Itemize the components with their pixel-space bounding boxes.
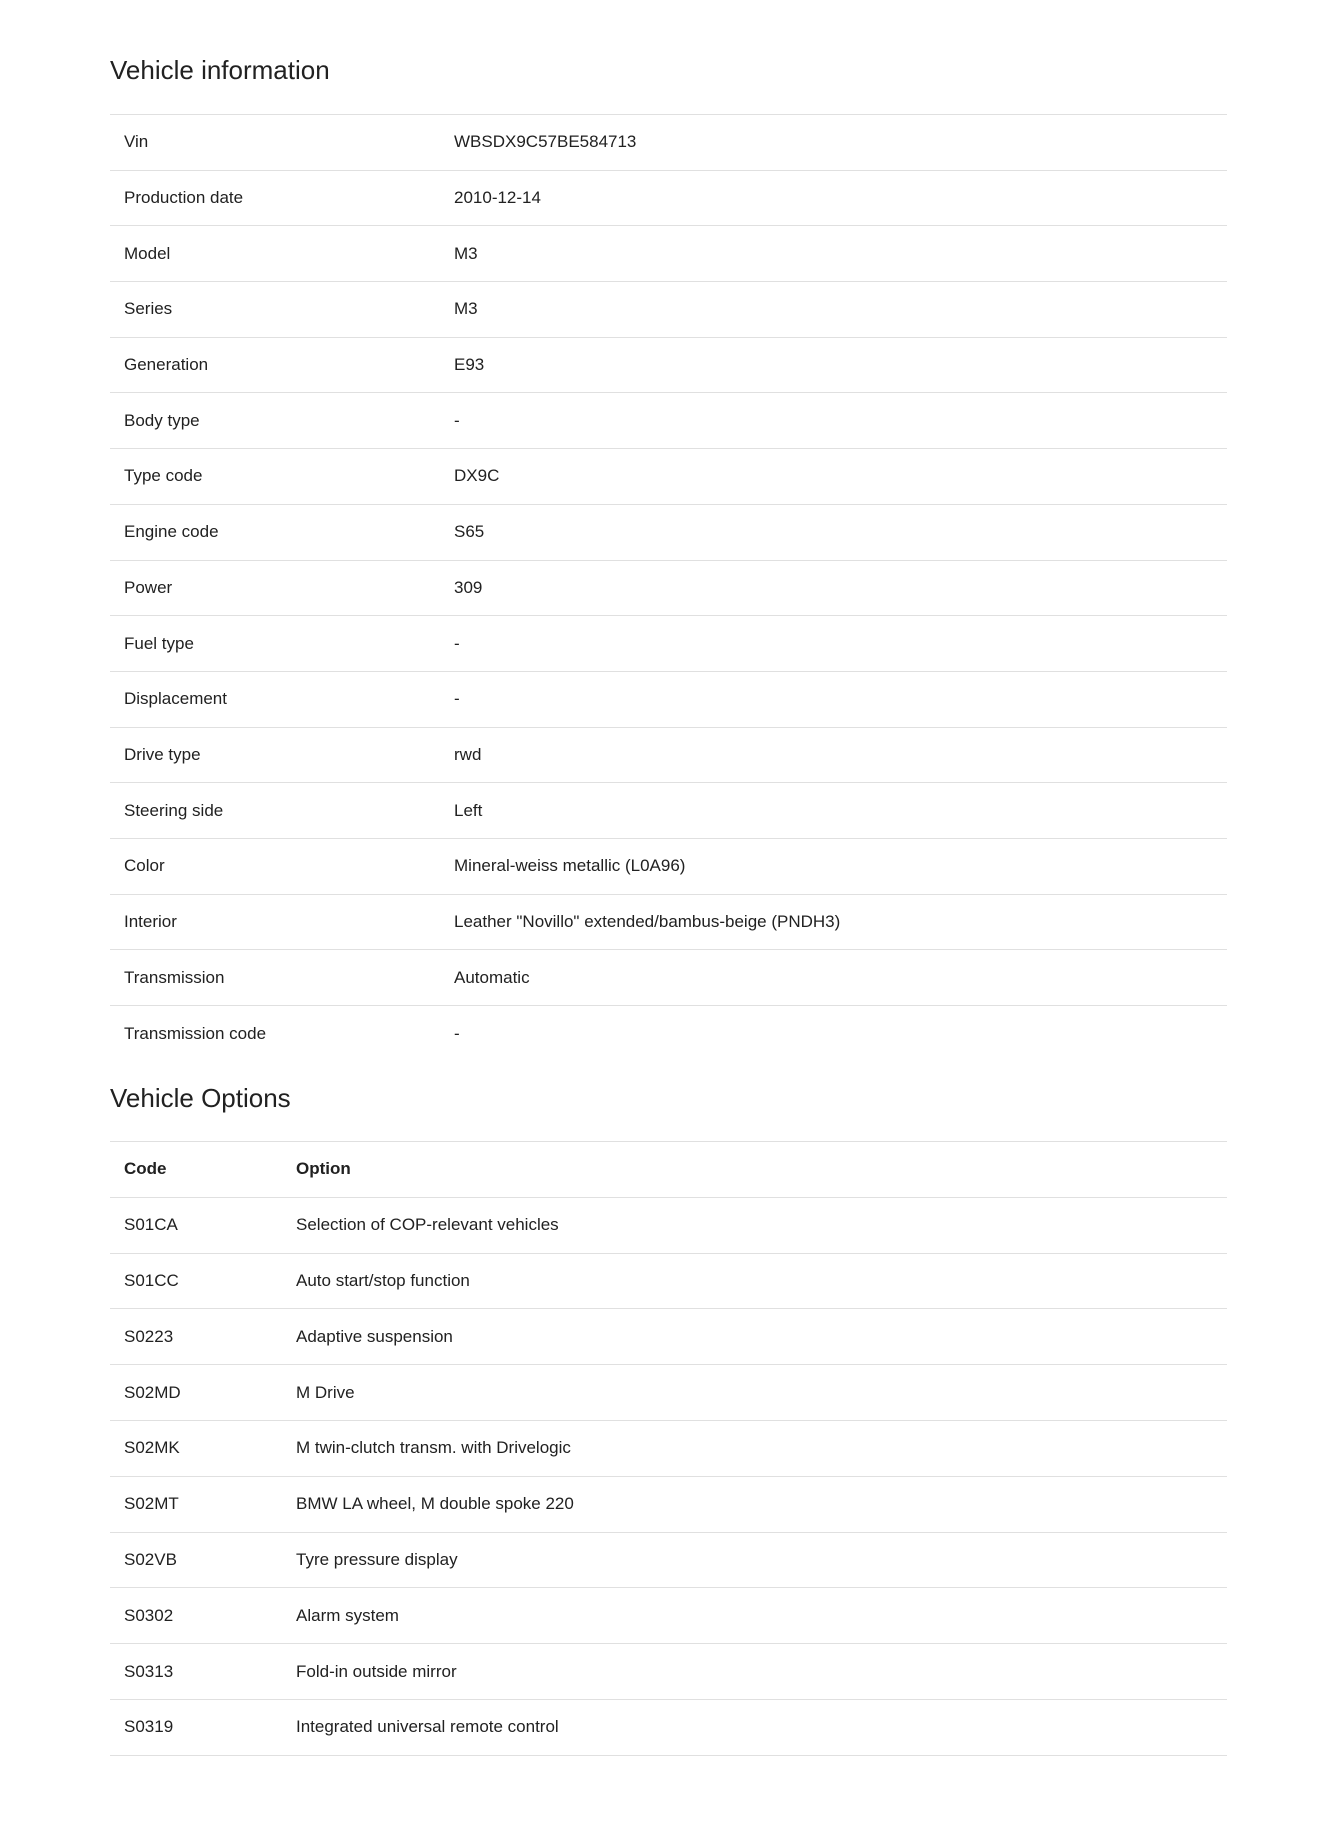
row-value: S65 — [454, 522, 485, 542]
option-code: S0302 — [124, 1605, 174, 1625]
row-label: Transmission code — [124, 1023, 267, 1043]
row-value: Automatic — [454, 967, 530, 987]
option-code: S01CA — [124, 1215, 178, 1235]
row-label: Series — [124, 299, 173, 319]
row-value: M3 — [454, 243, 478, 263]
option-description: M twin-clutch transm. with Drivelogic — [296, 1438, 571, 1458]
vehicle-information-table — [110, 114, 1227, 1061]
option-code: S02VB — [124, 1549, 177, 1569]
table-row — [110, 282, 1227, 338]
option-description: BMW LA wheel, M double spoke 220 — [296, 1494, 574, 1514]
row-value: M3 — [454, 299, 478, 319]
table-row — [110, 226, 1227, 282]
table-row — [110, 1699, 1227, 1755]
row-label: Steering side — [124, 800, 224, 820]
option-code: S0223 — [124, 1326, 174, 1346]
column-header-code: Code — [124, 1159, 167, 1179]
row-value: - — [454, 1023, 460, 1043]
table-row — [110, 727, 1227, 783]
row-label: Production date — [124, 188, 244, 208]
option-description: Selection of COP-relevant vehicles — [296, 1215, 559, 1235]
table-row — [110, 950, 1227, 1006]
row-label: Vin — [124, 132, 149, 152]
table-header-row — [110, 1142, 1227, 1198]
row-label: Color — [124, 856, 165, 876]
option-description: Tyre pressure display — [296, 1549, 458, 1569]
row-value: Left — [454, 800, 483, 820]
option-description: Integrated universal remote control — [296, 1717, 559, 1737]
table-row — [110, 337, 1227, 393]
column-header-option: Option — [296, 1159, 351, 1179]
table-row — [110, 1309, 1227, 1365]
row-value: - — [454, 633, 460, 653]
table-row — [110, 1420, 1227, 1476]
table-row — [110, 838, 1227, 894]
row-value: E93 — [454, 355, 485, 375]
table-row — [110, 504, 1227, 560]
option-code: S02MD — [124, 1382, 181, 1402]
row-label: Interior — [124, 911, 177, 931]
row-value: WBSDX9C57BE584713 — [454, 132, 637, 152]
row-value: Mineral-weiss metallic (L0A96) — [454, 856, 686, 876]
row-value: Leather "Novillo" extended/bambus-beige (PNDH3) — [454, 911, 841, 931]
option-description: Auto start/stop function — [296, 1270, 470, 1290]
option-code: S0313 — [124, 1661, 174, 1681]
row-label: Power — [124, 577, 173, 597]
table-row — [110, 393, 1227, 449]
row-label: Generation — [124, 355, 209, 375]
row-value: rwd — [454, 744, 482, 764]
row-label: Model — [124, 243, 171, 263]
table-row — [110, 1253, 1227, 1309]
row-value: 2010-12-14 — [454, 188, 541, 208]
option-code: S02MK — [124, 1438, 180, 1458]
row-label: Body type — [124, 410, 200, 430]
vehicle-information-title: Vehicle information — [110, 55, 330, 85]
table-row — [110, 1365, 1227, 1421]
option-code: S0319 — [124, 1717, 174, 1737]
table-row — [110, 170, 1227, 226]
row-value: 309 — [454, 577, 483, 597]
row-label: Transmission — [124, 967, 225, 987]
row-label: Displacement — [124, 689, 227, 709]
row-label: Drive type — [124, 744, 201, 764]
option-description: M Drive — [296, 1382, 355, 1402]
row-label: Fuel type — [124, 633, 194, 653]
table-row — [110, 783, 1227, 839]
option-code: S01CC — [124, 1270, 179, 1290]
row-value: - — [454, 410, 460, 430]
row-label: Type code — [124, 466, 203, 486]
table-row — [110, 1644, 1227, 1700]
row-value: - — [454, 689, 460, 709]
table-row — [110, 115, 1227, 171]
table-row — [110, 1197, 1227, 1253]
table-row — [110, 1476, 1227, 1532]
option-code: S02MT — [124, 1494, 179, 1514]
table-row — [110, 616, 1227, 672]
option-description: Adaptive suspension — [296, 1326, 453, 1346]
table-row — [110, 449, 1227, 505]
row-value: DX9C — [454, 466, 500, 486]
vehicle-options-title: Vehicle Options — [110, 1083, 291, 1113]
table-row — [110, 894, 1227, 950]
table-row — [110, 1588, 1227, 1644]
option-description: Alarm system — [296, 1605, 399, 1625]
table-row — [110, 560, 1227, 616]
vehicle-options-table — [110, 1141, 1227, 1756]
table-row — [110, 1532, 1227, 1588]
row-label: Engine code — [124, 522, 219, 542]
table-row — [110, 671, 1227, 727]
option-description: Fold-in outside mirror — [296, 1661, 457, 1681]
table-row — [110, 1006, 1227, 1062]
